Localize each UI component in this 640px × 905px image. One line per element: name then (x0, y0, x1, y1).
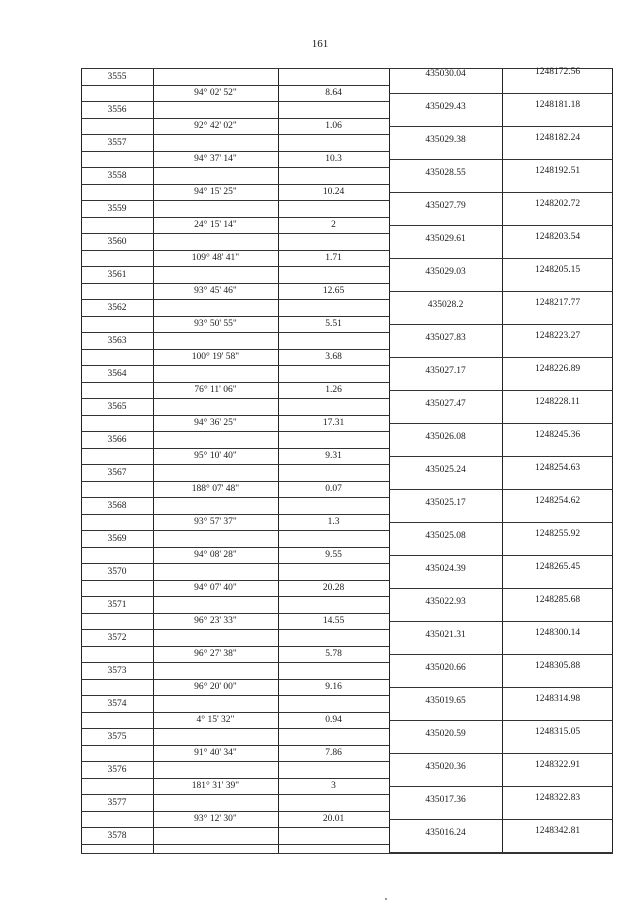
coordinate-y: 1248202.72 (534, 199, 581, 209)
point-number: 3570 (107, 567, 127, 577)
row-separator (81, 464, 389, 465)
coordinate-x: 435020.66 (425, 663, 466, 673)
row-separator (81, 134, 389, 135)
segment-distance: 9.31 (325, 450, 342, 461)
bearing-angle: 24° 15' 14" (194, 219, 237, 230)
segment-distance: 12.65 (322, 285, 345, 296)
point-number: 3556 (107, 105, 127, 115)
bearing-angle: 91° 40' 34" (194, 747, 237, 758)
coordinate-x: 435026.08 (425, 432, 466, 442)
point-number: 3563 (107, 336, 127, 346)
coordinate-y: 1248245.36 (534, 430, 581, 440)
bearing-angle: 94° 08' 28" (194, 549, 237, 560)
segment-distance: 1.3 (327, 516, 340, 527)
coordinate-x: 435030.04 (425, 69, 466, 79)
coordinate-y: 1248226.89 (534, 364, 581, 374)
coordinate-y: 1248265.45 (534, 562, 581, 572)
point-row-separator (81, 646, 389, 647)
row-separator (81, 761, 389, 762)
row-separator (81, 563, 389, 564)
point-number: 3571 (107, 600, 127, 610)
coordinate-y: 1248172.56 (534, 67, 581, 77)
bearing-angle: 93° 50' 55" (194, 318, 237, 329)
coord-row-separator (389, 753, 613, 754)
segment-distance: 5.78 (325, 648, 342, 659)
coordinate-x: 435025.17 (425, 498, 466, 508)
point-number: 3557 (107, 138, 127, 148)
point-row-separator (81, 283, 389, 284)
coordinate-x: 435022.93 (425, 597, 466, 607)
point-row-separator (81, 481, 389, 482)
point-number: 3566 (107, 435, 127, 445)
coordinate-x: 435020.36 (425, 762, 466, 772)
point-row-separator (81, 448, 389, 449)
coord-row-separator (389, 489, 613, 490)
row-separator (81, 266, 389, 267)
row-separator (81, 662, 389, 663)
point-number: 3560 (107, 237, 127, 247)
point-row-separator (81, 151, 389, 152)
point-row-separator (81, 580, 389, 581)
point-row-separator (81, 514, 389, 515)
bearing-angle: 94° 07' 40" (194, 582, 237, 593)
point-row-separator (81, 745, 389, 746)
coordinate-y: 1248305.88 (534, 661, 581, 671)
coord-row-separator (389, 225, 613, 226)
row-separator (81, 695, 389, 696)
row-separator (81, 233, 389, 234)
point-number: 3558 (107, 171, 127, 181)
coord-row-separator (389, 93, 613, 94)
coordinate-x: 435019.65 (425, 696, 466, 706)
coordinate-y: 1248192.51 (534, 166, 581, 176)
point-row-separator (81, 349, 389, 350)
coord-row-separator (389, 192, 613, 193)
bearing-angle: 93° 45' 46" (194, 285, 237, 296)
coordinate-y: 1248181.18 (534, 100, 581, 110)
point-number: 3565 (107, 402, 127, 412)
point-number: 3572 (107, 633, 127, 643)
table-bottom-border (81, 853, 613, 854)
segment-distance: 1.71 (325, 252, 342, 263)
coordinate-x: 435027.83 (425, 333, 466, 343)
segment-distance: 14.55 (322, 615, 345, 626)
point-number: 3562 (107, 303, 127, 313)
row-separator (81, 596, 389, 597)
segment-distance: 7.86 (325, 747, 342, 758)
coordinate-y: 1248300.14 (534, 628, 581, 638)
point-row-separator (81, 250, 389, 251)
coordinate-x: 435029.03 (425, 267, 466, 277)
point-row-separator (81, 547, 389, 548)
segment-distance: 8.64 (325, 87, 342, 98)
bearing-angle: 188° 07' 48" (191, 483, 240, 494)
coord-row-separator (389, 687, 613, 688)
bearing-angle: 96° 27' 38" (194, 648, 237, 659)
segment-distance: 3 (331, 780, 336, 791)
coord-row-separator (389, 159, 613, 160)
point-number: 3559 (107, 204, 127, 214)
segment-distance: 1.06 (325, 120, 342, 131)
coordinate-y: 1248217.77 (534, 298, 581, 308)
point-number: 3568 (107, 501, 127, 511)
row-separator (81, 398, 389, 399)
point-row-separator (81, 844, 389, 845)
row-separator (81, 200, 389, 201)
row-separator (81, 332, 389, 333)
coord-row-separator (389, 720, 613, 721)
coordinate-x: 435017.36 (425, 795, 466, 805)
row-separator (81, 827, 389, 828)
coordinate-y: 1248254.63 (534, 463, 581, 473)
point-row-separator (81, 415, 389, 416)
coordinate-y: 1248205.15 (534, 265, 581, 275)
bearing-angle: 100° 19' 58" (191, 351, 240, 362)
segment-distance: 9.55 (325, 549, 342, 560)
coordinate-y: 1248315.05 (534, 727, 581, 737)
row-separator (81, 299, 389, 300)
bearing-angle: 93° 57' 37" (194, 516, 237, 527)
segment-distance: 20.01 (322, 813, 345, 824)
coordinates-table (81, 68, 613, 854)
coordinate-x: 435025.08 (425, 531, 466, 541)
row-separator (81, 629, 389, 630)
coordinate-x: 435029.61 (425, 234, 466, 244)
point-number: 3573 (107, 666, 127, 676)
bearing-angle: 76° 11' 06" (194, 384, 237, 395)
segment-distance: 5.51 (325, 318, 342, 329)
coordinate-y: 1248314.98 (534, 694, 581, 704)
segment-distance: 9.16 (325, 681, 342, 692)
coordinate-x: 435027.79 (425, 201, 466, 211)
row-separator (81, 794, 389, 795)
point-row-separator (81, 217, 389, 218)
bearing-angle: 181° 31' 39" (191, 780, 240, 791)
row-separator (81, 365, 389, 366)
coordinate-y: 1248322.91 (534, 760, 581, 770)
coord-row-separator (389, 654, 613, 655)
coord-row-separator (389, 522, 613, 523)
point-row-separator (81, 811, 389, 812)
bearing-angle: 92° 42' 02" (194, 120, 237, 131)
coordinate-y: 1248342.81 (534, 826, 581, 836)
page-number: 161 (311, 38, 329, 50)
point-number: 3569 (107, 534, 127, 544)
coord-row-separator (389, 357, 613, 358)
point-row-separator (81, 118, 389, 119)
point-row-separator (81, 778, 389, 779)
point-row-separator (81, 382, 389, 383)
bearing-angle: 4° 15' 32" (196, 714, 235, 725)
segment-distance: 0.94 (325, 714, 342, 725)
segment-distance: 1.26 (325, 384, 342, 395)
bearing-angle: 96° 20' 00" (194, 681, 237, 692)
coordinate-y: 1248254.62 (534, 496, 581, 506)
point-row-separator (81, 679, 389, 680)
point-number: 3555 (107, 72, 127, 82)
segment-distance: 10.24 (322, 186, 345, 197)
coord-row-separator (389, 324, 613, 325)
bearing-angle: 95° 10' 40" (194, 450, 237, 461)
coord-row-separator (389, 555, 613, 556)
point-row-separator (81, 85, 389, 86)
coord-row-separator (389, 390, 613, 391)
segment-distance: 0.07 (325, 483, 342, 494)
point-row-separator (81, 316, 389, 317)
coordinate-x: 435024.39 (425, 564, 466, 574)
coordinate-x: 435027.47 (425, 399, 466, 409)
point-number: 3576 (107, 765, 127, 775)
coordinate-x: 435020.59 (425, 729, 466, 739)
row-separator (81, 101, 389, 102)
coordinate-y: 1248203.54 (534, 232, 581, 242)
coordinate-x: 435028.2 (427, 300, 464, 310)
coord-row-separator (389, 423, 613, 424)
segment-distance: 10.3 (325, 153, 342, 164)
bearing-angle: 94° 37' 14" (194, 153, 237, 164)
segment-distance: 2 (331, 219, 336, 230)
coordinate-y: 1248223.27 (534, 331, 581, 341)
bearing-angle: 94° 36' 25" (194, 417, 237, 428)
coordinate-x: 435029.38 (425, 135, 466, 145)
coord-row-separator (389, 786, 613, 787)
coordinate-y: 1248182.24 (534, 133, 581, 143)
row-separator (81, 497, 389, 498)
coordinate-y: 1248255.92 (534, 529, 581, 539)
coordinate-x: 435029.43 (425, 102, 466, 112)
coordinate-y: 1248285.68 (534, 595, 581, 605)
row-separator (81, 431, 389, 432)
segment-distance: 20.28 (322, 582, 345, 593)
point-number: 3577 (107, 798, 127, 808)
coord-row-separator (389, 258, 613, 259)
coordinate-x: 435021.31 (425, 630, 466, 640)
point-number: 3561 (107, 270, 127, 280)
point-number: 3578 (107, 831, 127, 841)
point-number: 3567 (107, 468, 127, 478)
coordinate-y: 1248322.83 (534, 793, 581, 803)
segment-distance: 3.68 (325, 351, 342, 362)
bearing-angle: 94° 15' 25" (194, 186, 237, 197)
point-row-separator (81, 712, 389, 713)
bearing-angle: 96° 23' 33" (194, 615, 237, 626)
coord-row-separator (389, 456, 613, 457)
coordinate-x: 435016.24 (425, 828, 466, 838)
point-number: 3575 (107, 732, 127, 742)
point-number: 3574 (107, 699, 127, 709)
row-separator (81, 530, 389, 531)
coord-row-separator (389, 621, 613, 622)
coord-row-separator (389, 126, 613, 127)
row-separator (81, 728, 389, 729)
coordinate-x: 435025.24 (425, 465, 466, 475)
bearing-angle: 94° 02' 52" (194, 87, 237, 98)
scan-speck (385, 898, 387, 900)
coordinate-y: 1248228.11 (535, 397, 580, 407)
coord-row-separator (389, 588, 613, 589)
point-row-separator (81, 613, 389, 614)
row-separator (81, 167, 389, 168)
bearing-angle: 109° 48' 41" (191, 252, 240, 263)
point-number: 3564 (107, 369, 127, 379)
segment-distance: 17.31 (322, 417, 345, 428)
point-row-separator (81, 184, 389, 185)
coord-row-separator (389, 291, 613, 292)
coordinate-x: 435028.55 (425, 168, 466, 178)
coord-row-separator (389, 819, 613, 820)
coordinate-x: 435027.17 (425, 366, 466, 376)
bearing-angle: 93° 12' 30" (194, 813, 237, 824)
